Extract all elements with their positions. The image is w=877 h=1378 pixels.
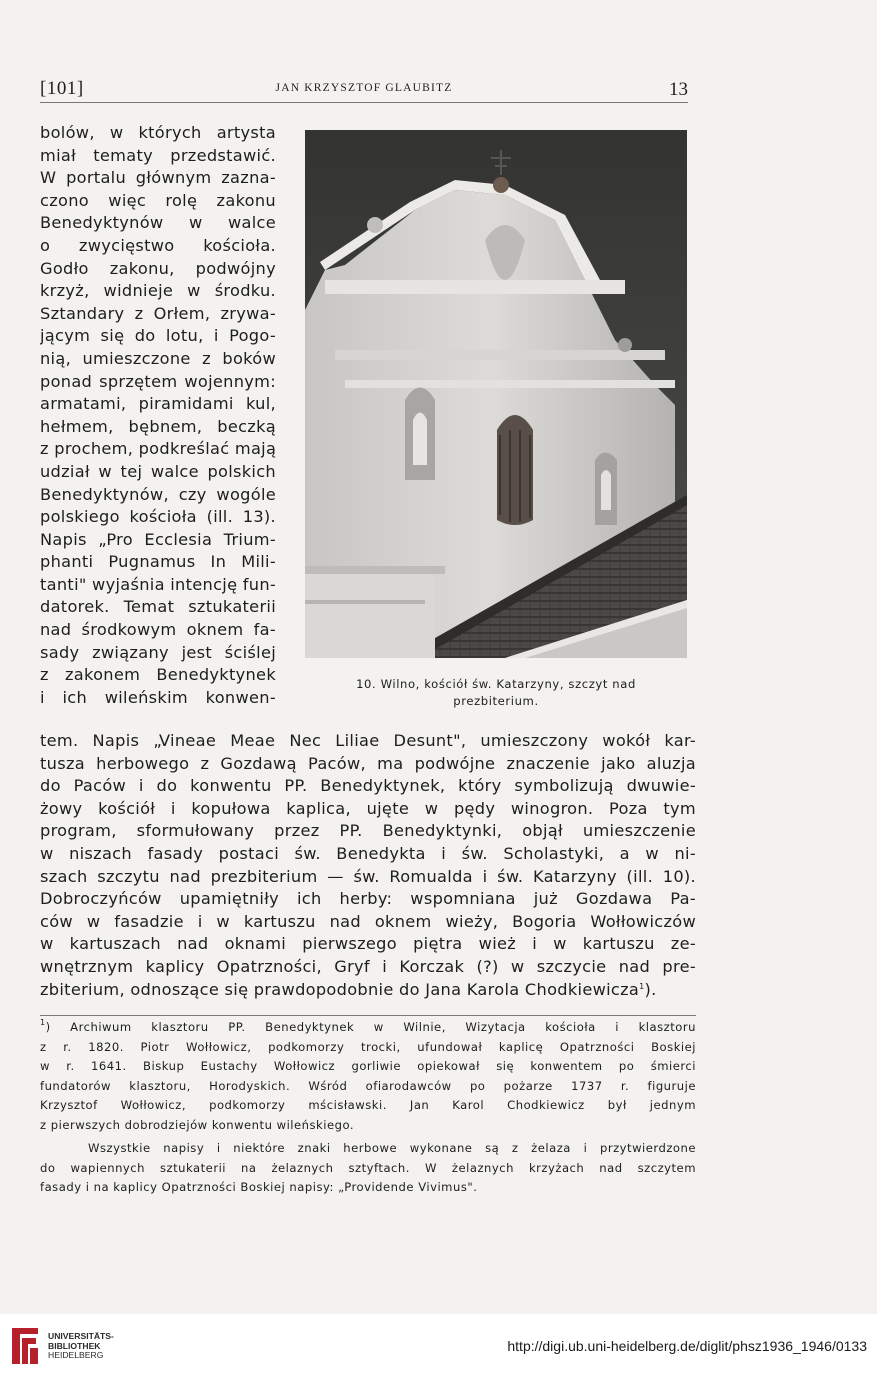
text-line: datorek. Temat sztukaterii [40, 597, 276, 617]
text-segment: żowy kościół i kopułowa kaplica, ujęte w pędy winogron. Poza tym [40, 798, 696, 818]
footnote-text: w r. 1641. Biskup Eustachy Wołłowicz gorliwie opiekował się konwentem po śmierci [40, 1059, 696, 1073]
header-rule [40, 102, 688, 103]
text-line: Benedyktynów w walce [40, 213, 276, 233]
body-text-full-width [40, 730, 696, 1001]
text-line [40, 979, 696, 1002]
caption-line: prezbiterium. [453, 694, 539, 708]
text-line: z prochem, podkreślać mają [40, 439, 276, 459]
text-line [40, 956, 696, 979]
text-line: Sztandary z Orłem, zrywa- [40, 303, 276, 323]
church-gable-photo [305, 130, 687, 658]
text-segment: Dobroczyńców upamiętniły ich herby: wspomniana już Gozdawa Pa- [40, 889, 696, 909]
text-line: armatami, piramidami kul, [40, 394, 276, 414]
footnote-line: fasady i na kaplicy Opatrzności Boskiej napisy: „Providende Vivimus". [40, 1180, 478, 1194]
figure-photo [305, 130, 687, 658]
logo-line: UNIVERSITÄTS- [48, 1331, 114, 1341]
text-line: Godło zakonu, podwójny [40, 258, 276, 278]
text-line: i ich wileńskim konwen- [40, 687, 276, 707]
text-line [40, 933, 696, 956]
bracket-page-number: [101] [40, 78, 84, 99]
text-line: nad środkowym oknem fa- [40, 620, 276, 640]
source-url-link[interactable]: http://digi.ub.uni-heidelberg.de/diglit/phsz1936_1946/0133 [507, 1338, 867, 1354]
footnote-rule [40, 1015, 696, 1016]
text-line [40, 911, 696, 934]
text-line: ponad sprzętem wojennym: [40, 371, 276, 391]
footnotes [40, 1018, 696, 1198]
text-line [40, 753, 696, 776]
footnote-line [40, 1057, 696, 1077]
text-line: z zakonem Benedyktynek [40, 665, 276, 685]
text-line: o zwycięstwo kościoła. [40, 235, 276, 255]
text-line: udział w tej walce polskich [40, 461, 276, 481]
text-segment: zbiterium, odnoszące się prawdopodobnie do Jana Karola Chodkiewicza [40, 979, 640, 999]
text-line: tanti" wyjaśnia intencję fun- [40, 574, 276, 594]
footnote-text: z pierwszych dobrodziejów konwentu wileńskiego. [40, 1117, 355, 1132]
footnote-text: z r. 1820. Piotr Wołłowicz, podkomorzy trocki, ufundował kaplicę Opatrzności Boskiej [40, 1039, 696, 1054]
logo-line: HEIDELBERG [48, 1350, 104, 1360]
text-line [40, 820, 696, 843]
text-segment: program, sformułowany przez PP. Benedyktynki, objął umieszczenie [40, 821, 696, 841]
figure-caption [300, 676, 692, 710]
running-head-author: JAN KRZYSZTOF GLAUBITZ [275, 82, 453, 94]
text-line: polskiego kościoła (ill. 13). [40, 507, 276, 527]
running-header [40, 78, 688, 104]
text-segment: szach szczytu nad prezbiterium — św. Romualda i św. Katarzyny (ill. 10). [40, 866, 696, 886]
logo-line: BIBLIOTHEK [48, 1340, 101, 1351]
footnote-marker: 1 [40, 1018, 46, 1027]
text-line [40, 730, 696, 753]
text-line: czono więc rolę zakonu [40, 190, 276, 210]
text-line: phanti Pugnamus In Mili- [40, 552, 276, 572]
text-segment: wnętrznym kaplicy Opatrzności, Gryf i Korczak (?) w szczycie nad pre- [40, 956, 696, 976]
text-segment: tusza herbowego z Gozdawą Paców, ma podwójne znaczenie jako aluzja [40, 753, 696, 773]
caption-line: 10. Wilno, kościół św. Katarzyny, szczyt nad [356, 677, 636, 691]
text-line [40, 843, 696, 866]
university-library-logo [8, 1322, 42, 1370]
page-number: 13 [669, 79, 688, 100]
text-line: Benedyktynów, czy wogóle [40, 484, 276, 504]
footnote-line [40, 1096, 696, 1116]
text-segment: do Paców i do konwentu PP. Benedyktynek, który symbolizują dwuwie- [40, 776, 696, 796]
text-segment: ). [644, 979, 657, 999]
footnote-text: fundatorów klasztoru, Horodyskich. Wśród ofiarodawców po pożarze 1737 r. figuruje [40, 1078, 696, 1093]
footnote-text: ) Archiwum klasztoru PP. Benedyktynek w Wilnie, Wizytacja kościoła i klasztoru [45, 1020, 696, 1034]
text-line: W portalu głównym zazna- [40, 168, 276, 188]
text-line: jącym się do lotu, i Pogo- [40, 326, 276, 346]
text-segment: w niszach fasady postaci św. Benedykta i św. Scholastyki, a w ni- [40, 843, 696, 863]
footnote-line: Wszystkie napisy i niektóre znaki herbowe wykonane są z żelaza i przytwierdzone [88, 1141, 696, 1155]
body-text-column [40, 122, 276, 709]
footnote-line [40, 1018, 696, 1038]
footnote-text: Krzysztof Wołłowicz, podkomorzy mścisławski. Jan Karol Chodkiewicz był jednym [40, 1098, 696, 1112]
text-line: krzyż, widnieje w środku. [40, 281, 276, 301]
text-segment: tem. Napis „Vineae Meae Nec Liliae Desunt", umieszczony wokół kar- [40, 731, 696, 750]
footnote-line [40, 1038, 696, 1058]
text-line: hełmem, bębnem, beczką [40, 416, 276, 436]
text-line [40, 866, 696, 889]
footnote-line: do wapiennych sztukaterii na żelaznych sztyftach. W żelaznych krzyżach nad szczytem [40, 1160, 696, 1175]
footer-bar [0, 1314, 877, 1378]
text-line: sady związany jest ściślej [40, 642, 276, 662]
text-line [40, 888, 696, 911]
text-segment: ców w fasadzie i w kartuszu nad oknem wieży, Bogoria Wołłowiczów [40, 911, 696, 931]
footnote-line [40, 1077, 696, 1097]
text-line: miał tematy przedstawić. [40, 145, 276, 165]
footnote-line [40, 1116, 696, 1136]
text-segment: w kartuszach nad oknami pierwszego piętra wież i w kartuszu ze- [40, 934, 696, 954]
library-name [48, 1332, 114, 1361]
text-line: Napis „Pro Ecclesia Trium- [40, 529, 276, 549]
text-line: nią, umieszczone z boków [40, 348, 276, 368]
text-line [40, 775, 696, 798]
text-line: bolów, w których artysta [40, 123, 276, 142]
footnote-reference: 1 [639, 981, 645, 991]
text-line [40, 798, 696, 821]
